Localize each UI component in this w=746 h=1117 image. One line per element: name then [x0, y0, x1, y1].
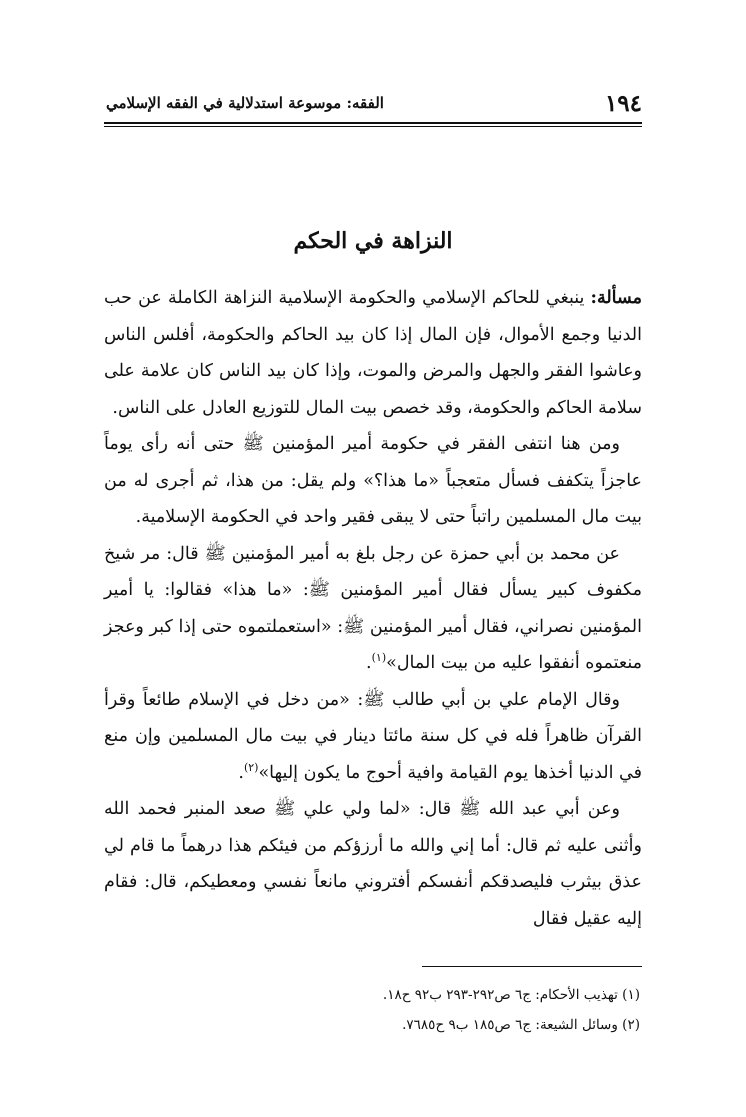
issue-label: مسألة:: [590, 288, 642, 308]
paragraph-3: [104, 536, 642, 682]
footnote-2: (٢) وسائل الشيعة: ج٦ ص١٨٥ ب٩ ح٧٦٨٥.: [402, 1017, 640, 1033]
footnote-ref-2: (٢): [243, 760, 259, 774]
paragraph-5: وعن أبي عبد الله ﷺ قال: «لما ولي علي ﷺ صعد المنبر فحمد الله وأثنى عليه ثم قال: أما إني والله ما أرزؤكم من فيئكم هذا درهماً ما قام لي عذق بيثرب فليصدقكم أنفسكم أفتروني مانعاً نفسي ومعطيكم، قال: فقام إليه عقيل فقال: [104, 799, 642, 929]
paragraph-1-text: ينبغي للحاكم الإسلامي والحكومة الإسلامية النزاهة الكاملة عن حب الدنيا وجمع الأموال، فإن المال إذا كان بيد الحاكم والحكومة، أفلس الناس وعاشوا الفقر والجهل والمرض والموت، وإذا كان بيد الناس كان علامة على سلامة الحاكم والحكومة، وقد خصص بيت المال للتوزيع العادل على الناس.: [104, 288, 642, 418]
footnotes: [104, 980, 640, 1040]
paragraph-3-end: .: [366, 653, 372, 673]
paragraph-4: [104, 682, 642, 792]
header-rule-thin: [104, 126, 642, 127]
running-title: الفقه: موسوعة استدلالية في الفقه الإسلامي: [106, 94, 384, 112]
footnote-ref-1: (١): [371, 651, 387, 665]
section-title: النزاهة في الحكم: [293, 228, 453, 254]
page-header: [106, 88, 642, 118]
page-number: ١٩٤: [604, 89, 642, 117]
paragraph-2: ومن هنا انتفى الفقر في حكومة أمير المؤمنين ﷺ حتى أنه رأى يوماً عاجزاً يتكفف فسأل متعجباً «ما هذا؟» ولم يقل: من هذا، ثم أجرى له من بيت مال المسلمين راتباً حتى لا يبقى فقير واحد في الحكومة الإسلامية.: [104, 434, 642, 527]
paragraph-1: [104, 280, 642, 426]
paragraph-4-text: وقال الإمام علي بن أبي طالب ﷺ: «من دخل في الإسلام طائعاً وقرأ القرآن ظاهراً فله في كل سنة مائتا دينار في بيت مال المسلمين وإن منع في الدنيا أخذها يوم القيامة وافية أحوج ما يكون إليها»: [104, 689, 642, 783]
paragraph-3-text: عن محمد بن أبي حمزة عن رجل بلغ به أمير المؤمنين ﷺ قال: مر شيخ مكفوف كبير يسأل فقال أمير المؤمنين ﷺ: «ما هذا» فقالوا: يا أمير المؤمنين نصراني، فقال أمير المؤمنين ﷺ: «استعملتموه حتى إذا كبر وعجز منعتموه أنفقوا عليه من بيت المال»: [104, 543, 642, 673]
paragraph-4-end: .: [238, 762, 244, 783]
footnote-rule: [422, 966, 642, 967]
footnote-1: (١) تهذيب الأحكام: ج٦ ص٢٩٢-٢٩٣ ب٩٢ ح١٨.: [382, 987, 640, 1003]
header-rule-thick: [104, 122, 642, 124]
body-text: [104, 280, 642, 937]
